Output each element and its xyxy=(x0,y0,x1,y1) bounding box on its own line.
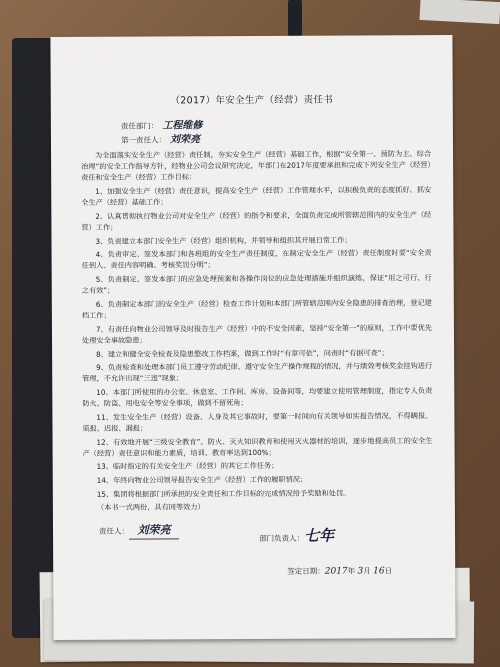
date-year: 2017 xyxy=(324,566,348,577)
date-month-suffix: 月 xyxy=(363,566,371,576)
paragraph: 2、认真贯彻执行物业公司对安全生产（经营）的指令和要求，全面负责完成所管辖范围内的安全生产（经营）工作； xyxy=(81,209,432,232)
paragraph: 13、临时指定的有关安全生产（经营）的其它工作任务； xyxy=(96,461,279,472)
paragraph: 3、负责建立本部门安全生产（经营）组织机构，并领导和组织其开展日常工作； xyxy=(95,235,352,246)
date-year-suffix: 年 xyxy=(347,566,356,576)
department-handwriting: 工程维修 xyxy=(162,120,203,132)
department-label: 责任部门： xyxy=(120,121,159,131)
paragraph: 14、年终向物业公司领导报告安全生产（经营）工作的履职情况； xyxy=(96,474,308,485)
signing-date xyxy=(287,565,392,579)
paragraph: 15、集团将根据部门所承担的安全责任和工作目标的完成情况给予奖励和处罚。 xyxy=(96,488,351,499)
document-body xyxy=(81,148,433,516)
dept-head-block xyxy=(259,525,334,549)
date-label: 签定日期： xyxy=(287,566,325,576)
date-day: 16 xyxy=(373,566,385,577)
dept-head-signature: 七年 xyxy=(303,526,335,545)
paragraph: 5、负责制定、签发本部门的应急处理预案和各操作岗位的应急处理措施并组织演练，保证“用之可行、行之有效”； xyxy=(81,273,432,296)
bag-strap xyxy=(288,0,302,36)
paragraph: （本书一式两份，具有同等效力） xyxy=(96,502,205,513)
signer-block xyxy=(99,521,179,539)
paragraph: 为全面落实安全生产（经营）责任制，夯实安全生产（经营）基础工作，根据“安全第一、预防为主、综合治理”的安全工作指导方针，经物业公司会议研究决定，年部门在2017年度要承担和完成下列安全生产（经营）责任和安全生产（经营）工作目标： xyxy=(81,149,432,183)
background-paper xyxy=(419,0,500,24)
paragraph: 1、加强安全生产（经营）责任意识，提高安全生产（经营）工作管理水平，以积极负责的态度抓好、抓安全生产（经营）基础工作； xyxy=(81,185,432,208)
date-month: 3 xyxy=(357,566,364,577)
signer-signature: 刘荣亮 xyxy=(137,523,171,537)
paragraph: 8、建立和健全安全检查及隐患整改工作档案，做到工作时“有章可依”，问责时“有据可查”； xyxy=(96,347,389,359)
dept-head-label: 部门负责人： xyxy=(259,533,305,543)
responsible-label: 第一责任人： xyxy=(120,135,166,145)
paragraph: 4、负责审定、签发本部门和各班组的安全生产责任制度，在制定安全生产（经营）责任制度时要“安全责任到人、责任内容明确、考核奖罚分明”； xyxy=(81,248,432,271)
paragraph: 12、有效地开展“三级安全教育”、防火、灭火知识教育和使用灭火器材的培训，逐步地提高员工的安全生产（经营）责任意识和能力素质，培训、教育率达到100%； xyxy=(82,435,433,458)
paragraph: 7、有责任向物业公司领导及时报告生产（经营）中的不安全因素，坚持“安全第一”的原则，工作中要优先处理安全事故隐患； xyxy=(81,322,432,345)
paragraph: 6、负责制定本部门的安全生产（经营）检查工作计划和本部门所管辖范围内安全隐患的排查治理，登记建档工作； xyxy=(81,297,432,320)
signer-label: 责任人： xyxy=(98,526,130,536)
document-title: （2017）年安全生产（经营）责任书 xyxy=(170,94,334,107)
paragraph: 10、本部门所使用的办公室、休息室、工作间、库房、设备间等，均要建立使用管理制度，指定专人负责防火、防盗、用电安全等安全事项，做到不留死角； xyxy=(82,386,433,409)
responsibility-document xyxy=(50,35,455,640)
date-day-suffix: 日 xyxy=(384,566,393,576)
paragraph: 9、负责检查和处理本部门员工遵守劳动纪律、遵守安全生产操作规程的情况，并与绩效考核奖金挂钩进行管理，不允许出现“三违”现象； xyxy=(82,361,433,384)
responsible-handwriting: 刘荣亮 xyxy=(169,134,200,146)
paragraph: 11、发生安全生产（经营）设备、人身及其它事故时，要第一时间向有关领导如实报告情况，不得瞒报、谎报、迟报、漏报； xyxy=(82,410,433,433)
responsible-row xyxy=(121,132,200,148)
